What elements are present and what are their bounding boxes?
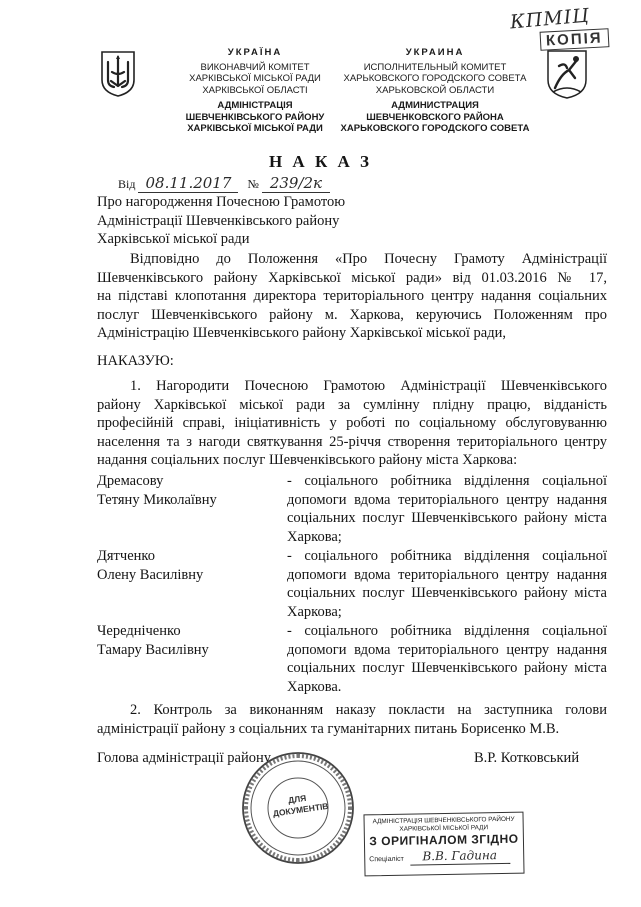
- awardee-desc-line: соціальних послуг Шевченківського району міста: [287, 510, 607, 527]
- item-1-line: надання соціальних послуг Шевченківського району міста Харкова:: [97, 452, 518, 469]
- header-left-line1: ВИКОНАВЧИЙ КОМІТЕТ: [200, 61, 310, 73]
- header-right-line1: ИСПОЛНИТЕЛЬНЫЙ КОМИТЕТ: [363, 61, 507, 73]
- preamble-line: послуг Шевченківського району м. Харкова, керуючись Положенням про: [97, 306, 607, 323]
- subject-line: Адміністрації Шевченківського району: [97, 212, 340, 229]
- awardee-desc-line: Харкова;: [287, 603, 342, 620]
- awardee-desc-line: Харкова.: [287, 678, 342, 695]
- date-value: 08.11.2017: [138, 174, 238, 193]
- header-right-line2: ХАРЬКОВСКОГО ГОРОДСКОГО СОВЕТА: [343, 73, 527, 84]
- header-right-line3: ХАРЬКОВСКОЙ ОБЛАСТИ: [375, 84, 495, 96]
- awardee-desc-line: Харкова;: [287, 528, 342, 545]
- preamble-line: Відповідно до Положення «Про Почесну Грамоту Адміністрації: [130, 251, 607, 267]
- date-from-label: Від: [118, 177, 136, 191]
- preamble-line: Адміністрацію Шевченківського району Харківської міської ради,: [97, 325, 506, 342]
- signature-position: Голова адміністрації району: [97, 750, 271, 766]
- awardee-name: [97, 472, 277, 509]
- item-1-line: району Харківської міської ради за сумлінну плідну працю, відданість: [97, 396, 607, 413]
- trident-emblem-icon: [100, 50, 136, 98]
- awardee-desc-line: - соціального робітника відділення соціальної: [287, 623, 607, 639]
- header-left-admin3: ХАРКІВСЬКОЇ МІСЬКОЇ РАДИ: [187, 123, 323, 134]
- item-1-line: населення та з нагоди святкування 25-річчя створення територіального центру: [97, 433, 607, 450]
- copy-certification-stamp: [363, 812, 524, 877]
- awardee-desc-line: допомоги вдома територіального центру надання: [287, 491, 607, 508]
- item-2-line: адміністрації району з соціальних та гуманітарних питань Борисенко М.В.: [97, 720, 560, 737]
- awardee-name: [97, 622, 277, 659]
- item-1-line: професійній справі, ініціативність у роботі по соціальному обслуговуванню: [97, 415, 607, 432]
- awardee-description: [287, 547, 607, 621]
- awardee-desc-line: соціальних послуг Шевченківського району міста: [287, 660, 607, 677]
- awardee-given-name: Олену Василівну: [97, 566, 204, 583]
- awardee-description: [287, 622, 607, 696]
- copy-stamp-specialist-label: Спеціаліст: [369, 855, 404, 864]
- item-1-line: 1. Нагородити Почесною Грамотою Адміністрації Шевченківського: [130, 378, 607, 394]
- header-left: [160, 47, 350, 135]
- header-left-line2: ХАРКІВСЬКОЇ МІСЬКОЇ РАДИ: [189, 73, 321, 84]
- header-left-country: УКРАЇНА: [227, 47, 283, 58]
- awardee-surname: Дремасову: [97, 473, 164, 489]
- header-right-admin3: ХАРЬКОВСКОГО ГОРОДСКОГО СОВЕТА: [340, 123, 530, 134]
- awardee-desc-line: допомоги вдома територіального центру надання: [287, 566, 607, 583]
- subject-line: Харківської міської ради: [97, 231, 250, 248]
- document-title: Н А К А З: [268, 152, 373, 171]
- header-right-admin2: ШЕВЧЕНКОВСКОГО РАЙОНА: [366, 111, 504, 123]
- signature-name: В.Р. Котковський: [474, 750, 580, 766]
- copy-stamp-main: З ОРИГІНАЛОМ ЗГІДНО: [369, 831, 519, 849]
- awardee-desc-line: допомоги вдома територіального центру надання: [287, 641, 607, 658]
- preamble-paragraph: [97, 250, 607, 343]
- preamble-line: Шевченківського району Харківської міської ради» від 01.03.2016 № 17,: [97, 269, 607, 286]
- subject-block: [97, 193, 397, 249]
- item-2-paragraph: [97, 701, 607, 738]
- awardee-description: [287, 472, 607, 546]
- copy-corner-stamp: [540, 28, 609, 51]
- awardee-desc-line: - соціального робітника відділення соціальної: [287, 548, 607, 564]
- awardee-desc-line: - соціального робітника відділення соціальної: [287, 473, 607, 489]
- awardee-surname: Чередніченко: [97, 623, 181, 639]
- round-seal-text: ДЛЯ ДОКУМЕНТІВ: [272, 792, 330, 819]
- header-left-admin1: АДМІНІСТРАЦІЯ: [217, 100, 293, 111]
- awardee-given-name: Тетяну Миколаївну: [97, 491, 217, 508]
- number-value: 239/2к: [262, 174, 330, 193]
- copy-corner-stamp-text: КОПІЯ: [545, 29, 603, 50]
- header-right-country: УКРАИНА: [405, 47, 465, 58]
- corner-handwritten-note: КПМІЦ: [509, 4, 591, 34]
- item-1-paragraph: [97, 377, 607, 470]
- header-left-line3: ХАРКІВСЬКОЇ ОБЛАСТІ: [202, 84, 308, 96]
- item-2-line: 2. Контроль за виконанням наказу покласти на заступника голови: [130, 702, 607, 718]
- round-seal: [240, 750, 356, 866]
- awardee-given-name: Тамару Василівну: [97, 641, 209, 658]
- copy-stamp-line2: ХАРКІВСЬКОЇ МІСЬКОЇ РАДИ: [399, 824, 489, 833]
- awardee-desc-line: соціальних послуг Шевченківського району міста: [287, 585, 607, 602]
- copy-stamp-line1: АДМІНІСТРАЦІЯ ШЕВЧЕНКІВСЬКОГО РАЙОНУ: [372, 815, 515, 826]
- order-word: НАКАЗУЮ:: [97, 353, 174, 369]
- city-emblem-icon: [545, 48, 589, 100]
- awardee-name: [97, 547, 277, 584]
- preamble-line: на підставі клопотання директора територіального центру надання соціальних: [97, 288, 607, 305]
- subject-line: Про нагородження Почесною Грамотою: [97, 194, 346, 210]
- copy-stamp-specialist-row: [365, 847, 523, 869]
- header-right: [335, 47, 535, 135]
- copy-stamp-specialist-sign: В.В. Гадина: [410, 847, 510, 866]
- header-right-admin1: АДМИНИСТРАЦИЯ: [391, 100, 479, 111]
- awardee-surname: Дятченко: [97, 548, 155, 564]
- number-label: №: [247, 177, 259, 191]
- header-left-admin2: ШЕВЧЕНКІВСЬКОГО РАЙОНУ: [185, 111, 325, 123]
- date-line: [118, 174, 330, 193]
